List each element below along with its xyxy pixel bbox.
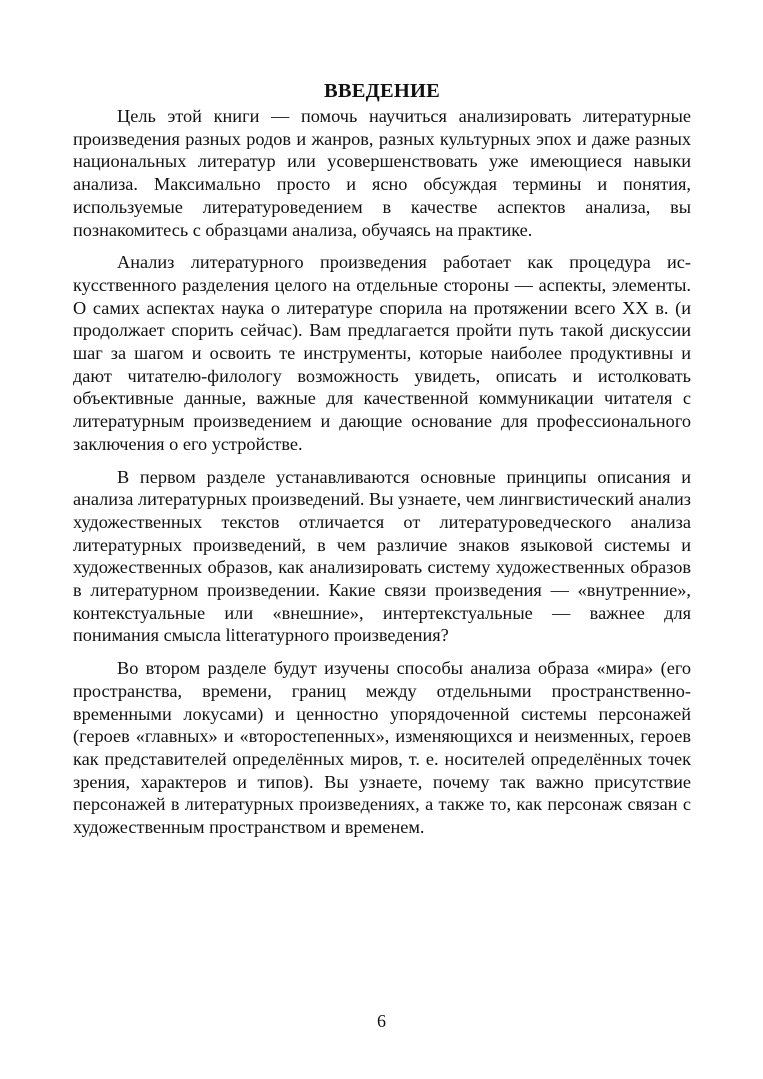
paragraph-3: В первом разделе устанавливаются основные принципы описания и анализа литературных произведений. Вы узнаете, чем лингвистический анализ художественных текстов отличается от литературоведческого анализа литературных произведений, в чем различие знаков языковой системы и художественных образов, как анализировать систему художественных образов в литературном произведении. Какие связи произведения — «внутренние», контекстуальные или «внешние», интертекстуальные — важнее для понимания смысла litteraтурного произведения? xyxy=(73,466,691,646)
paragraph-4: Во втором разделе будут изучены способы анализа образа «мира» (его пространства, времени, границ между отдельными пространственно-временными локусами) и ценностно упорядоченной системы персонажей (героев «главных» и «второстепенных», изменяющихся и неизменных, героев как представителей определённых миров, т. е. носителей определённых точек зрения, характеров и типов). Вы узнаете, почему так важно присутствие персонажей в литературных произведениях, а также то, как персонаж связан с художественным пространством и временем. xyxy=(73,658,691,838)
page-body xyxy=(73,78,691,849)
chapter-title: ВВЕДЕНИЕ xyxy=(324,80,440,102)
page-number: 6 xyxy=(377,1011,386,1031)
paragraph-2: Анализ литературного произведения работает как процедура искусственного разделения целого на отдельные стороны — аспекты, элементы. О самих аспектах наука о литературе спорила на протяжении всего XX в. (и продолжает спорить сейчас). Вам предлагается пройти путь такой дискуссии шаг за шагом и освоить те инструменты, которые наиболее продуктивны и дают читателю-филологу возможность увидеть, описать и истолковать объективные данные, важные для качественной коммуникации читателя с литературным произведением и дающие основание для профессионального заключения о его устройстве. xyxy=(73,252,691,454)
paragraph-1: Цель этой книги — помочь научиться анализировать литературные произведения разных родов и жанров, разных культурных эпох и даже разных национальных литератур или усовершенствовать уже имеющиеся навыки анализа. Максимально просто и ясно обсуждая термины и понятия, используемые литературоведением в качестве аспектов анализа, вы познакомитесь с образцами анализа, обучаясь на практике. xyxy=(73,106,691,240)
